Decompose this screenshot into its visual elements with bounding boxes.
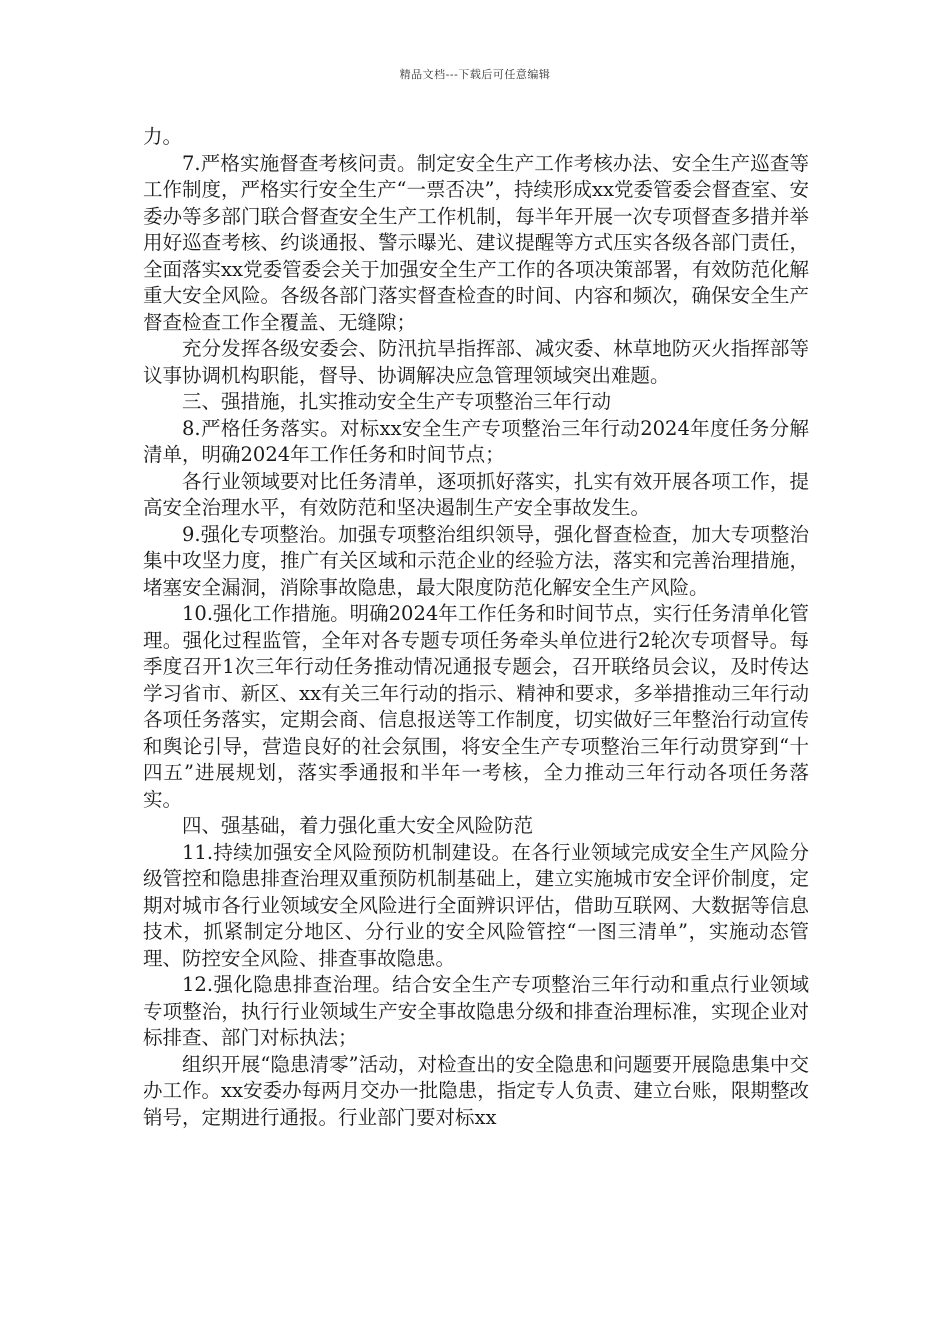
paragraph-item-10: 10.强化工作措施。明确2024年工作任务和时间节点，实行任务清单化管理。强化过程监管，全年对各专题专项任务牵头单位进行2轮次专项督导。每季度召开1次三年行动任务推动情况通报专题会，召开联络员会议，及时传达学习省市、新区、xx有关三年行动的指示、精神和要求，多举措推动三年行动各项任务落实，定期会商、信息报送等工作制度，切实做好三年整治行动宣传和舆论引导，营造良好的社会氛围，将安全生产专项整治三年行动贯穿到“十四五”进展规划，落实季通报和半年一考核，全力推动三年行动各项任务落实。 — [143, 602, 809, 811]
paragraph-item-12: 12.强化隐患排查治理。结合安全生产专项整治三年行动和重点行业领域专项整治，执行行业领域生产安全事故隐患分级和排查治理标准，实现企业对标排查、部门对标执法； — [143, 973, 809, 1049]
paragraph-item-7-cont: 充分发挥各级安委会、防汛抗旱指挥部、减灾委、林草地防灭火指挥部等议事协调机构职能，督导、协调解决应急管理领域突出难题。 — [143, 337, 809, 387]
paragraph-item-8-cont: 各行业领域要对比任务清单，逐项抓好落实，扎实有效开展各项工作，提高安全治理水平，有效防范和坚决遏制生产安全事故发生。 — [143, 469, 809, 519]
section-heading-3: 三、强措施，扎实推动安全生产专项整治三年行动 — [182, 390, 612, 413]
section-heading-4: 四、强基础，着力强化重大安全风险防范 — [182, 814, 534, 837]
paragraph-item-12-cont: 组织开展“隐患清零”活动，对检查出的安全隐患和问题要开展隐患集中交办工作。xx安委办每两月交办一批隐患，指定专人负责、建立台账，限期整改销号，定期进行通报。行业部门要对标xx — [143, 1052, 809, 1129]
paragraph-item-8: 8.严格任务落实。对标xx安全生产专项整治三年行动2024年度任务分解清单，明确2024年工作任务和时间节点； — [143, 416, 809, 466]
paragraph-item-9: 9.强化专项整治。加强专项整治组织领导，强化督查检查，加大专项整治集中攻坚力度，推广有关区域和示范企业的经验方法，落实和完善治理措施，堵塞安全漏洞，消除事故隐患，最大限度防范化解安全生产风险。 — [143, 522, 809, 599]
paragraph-item-11: 11.持续加强安全风险预防机制建设。在各行业领域完成安全生产风险分级管控和隐患排查治理双重预防机制基础上，建立实施城市安全评价制度，定期对城市各行业领域安全风险进行全面辨识评估，借助互联网、大数据等信息技术，抓紧制定分地区、分行业的安全风险管控“一图三清单”，实施动态管理、防控安全风险、排查事故隐患。 — [143, 840, 809, 970]
paragraph-item-7: 7.严格实施督查考核问责。制定安全生产工作考核办法、安全生产巡查等工作制度，严格实行安全生产“一票否决”，持续形成xx党委管委会督查室、安委办等多部门联合督查安全生产工作机制，每半年开展一次专项督查多措并举用好巡查考核、约谈通报、警示曝光、建议提醒等方式压实各级各部门责任，全面落实xx党委管委会关于加强安全生产工作的各项决策部署，有效防范化解重大安全风险。各级各部门落实督查检查的时间、内容和频次，确保安全生产督查检查工作全覆盖、无缝隙； — [143, 151, 809, 334]
page-header: 精品文档---下载后可任意编辑 — [399, 68, 551, 81]
paragraph-continuation: 力。 — [143, 125, 183, 148]
document-body — [143, 124, 809, 1131]
